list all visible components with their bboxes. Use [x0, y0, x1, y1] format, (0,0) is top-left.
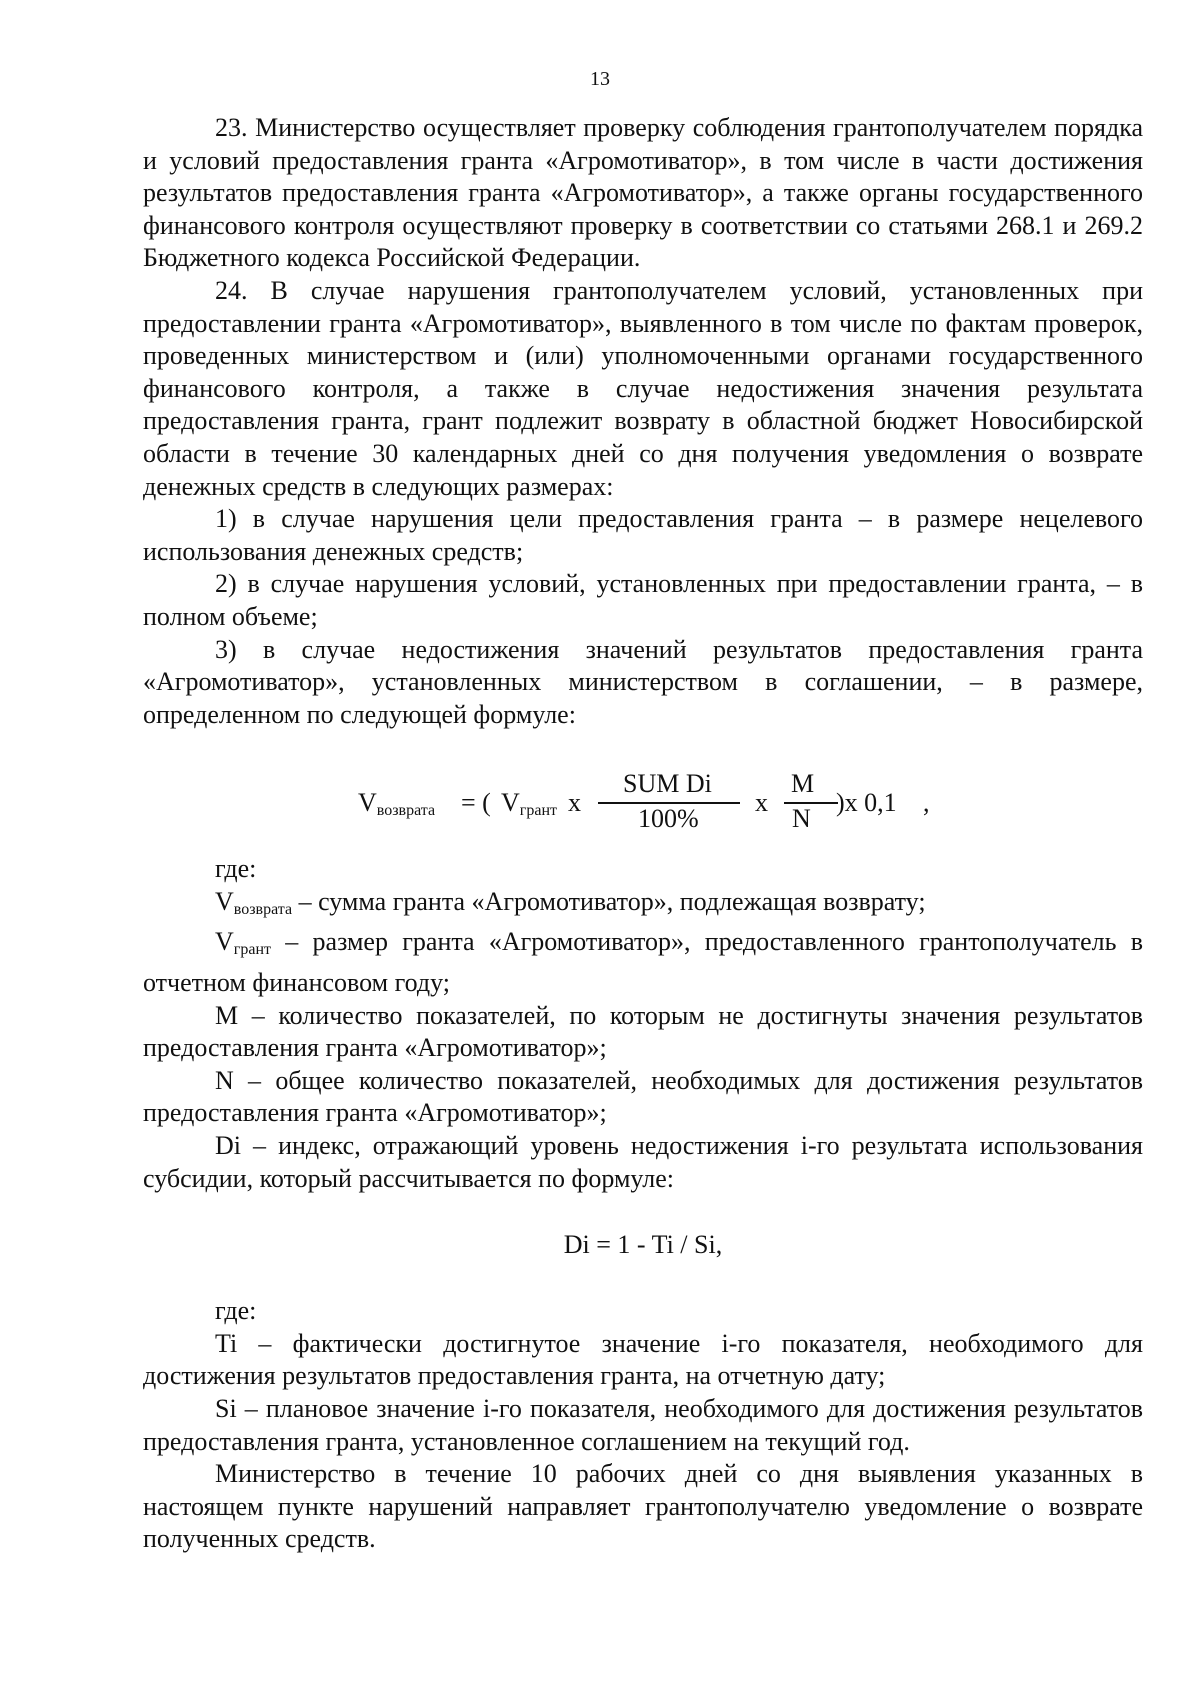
sum-numerator: SUM Di — [623, 769, 712, 799]
list-item-1: 1) в случае нарушения цели предоставления гранта – в размере нецелевого использования денежных средств; — [143, 504, 1143, 566]
di-formula: Di = 1 - Ti / Si, — [563, 1230, 723, 1260]
document-body — [143, 112, 1143, 1556]
v-return-definition: $V_{возврата}$ – сумма гранта «Агромотиватор», подлежащая возврату; — [215, 886, 926, 918]
times-sign-1: х — [568, 788, 581, 818]
final-paragraph: Министерство в течение 10 рабочих дней со дня выявления указанных в настоящем пункте нарушений направляет грантополучателю уведомление о возврате полученных средств. — [143, 1459, 1143, 1554]
equals-paren: = ( — [461, 788, 491, 818]
paragraph-24: 24. В случае нарушения грантополучателем условий, установленных при предоставлении гранта «Агромотиватор», выявленного в том числе по фактам проверок, проведенных министерством и (или) уполномоченными органами государственного финансового контроля, а также в случае недостижения значения результата предоставления гранта, грант подлежит возврату в областной бюджет Новосибирской области в течение 30 календарных дней со дня получения уведомления о возврате денежных средств в следующих размерах: — [143, 275, 1143, 501]
m-definition: M – количество показателей, по которым не достигнуты значения результатов предоставления гранта «Агромотиватор»; — [143, 1000, 1143, 1063]
paragraph-23: 23. Министерство осуществляет проверку соблюдения грантополучателем порядка и условий предоставления гранта «Агромотиватор», в том числе в части достижения результатов предоставления гранта «Агромотиватор», а также органы государственного финансового контроля осуществляют проверку в соответствии со статьями 268.1 и 269.2 Бюджетного кодекса Российской Федерации. — [143, 113, 1143, 273]
n-definition: N – общее количество показателей, необходимых для достижения результатов предоставления гранта «Агромотиватор»; — [143, 1065, 1143, 1128]
n-denominator: N — [792, 804, 811, 834]
list-item-3: 3) в случае недостижения значений результатов предоставления гранта «Агромотиватор», установленных министерством в соглашении, – в размере, определенном по следующей формуле: — [143, 634, 1143, 729]
v-return-symbol: $V_{возврата}$ — [358, 788, 436, 820]
sum-denominator: 100% — [638, 804, 699, 834]
v-grant-definition: $V_{грант}$ – размер гранта «Агромотиватор», предоставленного грантополучатель в отчетном финансовом году; — [143, 927, 1143, 998]
v-grant-symbol: $V_{грант}$ — [501, 788, 557, 820]
list-item-2: 2) в случае нарушения условий, установленных при предоставлении гранта, – в полном объеме; — [143, 569, 1143, 631]
page-number: 13 — [590, 68, 610, 90]
refund-formula — [143, 735, 1143, 853]
where-label-2: где: — [215, 1296, 257, 1326]
ti-definition: Ti – фактически достигнутое значение i-го показателя, необходимого для достижения результатов предоставления гранта, на отчетную дату; — [143, 1328, 1143, 1391]
times-sign-2: х — [755, 788, 768, 818]
di-definition: Di – индекс, отражающий уровень недостижения i-го результата использования субсидии, который рассчитывается по формуле: — [143, 1131, 1143, 1193]
m-numerator: M — [791, 769, 815, 799]
where-label-1: где: — [215, 854, 257, 884]
formula-tail: )х 0,1 — [836, 788, 897, 818]
formula-comma: , — [923, 788, 930, 818]
si-definition: Si – плановое значение i-го показателя, необходимого для достижения результатов предоставления гранта, установленное соглашением на текущий год. — [143, 1394, 1143, 1456]
